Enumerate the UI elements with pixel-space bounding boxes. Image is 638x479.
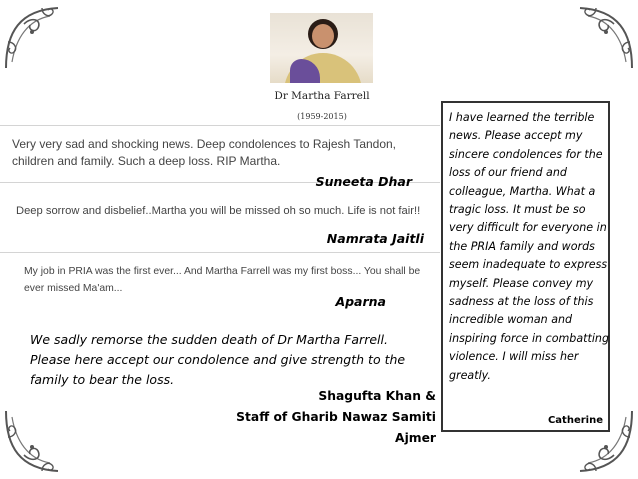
message-signer: Aparna <box>335 294 386 309</box>
message-text: My job in PRIA was the first ever... And Martha Farrell was my first boss... You shall be ever missed Ma'am... <box>24 266 421 294</box>
flourish-icon <box>2 2 72 72</box>
message-signer: Namrata Jaitli <box>326 231 424 246</box>
message-text: Very very sad and shocking news. Deep condolences to Rajesh Tandon, children and family. Such a deep loss. RIP Martha. <box>12 137 397 168</box>
corner-ornament-top-right <box>566 2 636 72</box>
portrait-photo <box>270 13 373 83</box>
flourish-icon <box>566 2 636 72</box>
flourish-icon <box>2 407 72 477</box>
portrait-name: Dr Martha Farrell <box>274 90 370 102</box>
signature-line: Ajmer <box>395 431 436 445</box>
tribute-box <box>441 101 610 432</box>
message-signer: Suneeta Dhar <box>315 174 412 189</box>
divider <box>0 125 440 126</box>
signature-line: Shagufta Khan & <box>318 389 436 403</box>
divider <box>0 252 440 253</box>
tribute-text: I have learned the terrible news. Please accept my sincere condolences for the loss of our friend and colleague, Martha. What a tragic loss. It must be so very difficult for everyone in the PRIA family and words seem inadequate to express myself. Please convey my sadness at the loss of this incredible woman and inspiring force in combatting violence. I will miss her greatly. <box>449 111 609 382</box>
condolence-signature <box>236 386 436 449</box>
tribute-signer: Catherine <box>547 415 603 426</box>
corner-ornament-bottom-left <box>2 407 72 477</box>
signature-line: Staff of Gharib Nawaz Samiti <box>236 410 436 424</box>
message-text: Deep sorrow and disbelief..Martha you will be missed oh so much. Life is not fair!! <box>16 205 421 217</box>
portrait-years: (1959-2015) <box>297 112 347 121</box>
corner-ornament-top-left <box>2 2 72 72</box>
condolence-text: We sadly remorse the sudden death of Dr Martha Farrell. Please here accept our condolence and give strength to the family to bear the loss. <box>30 332 406 387</box>
